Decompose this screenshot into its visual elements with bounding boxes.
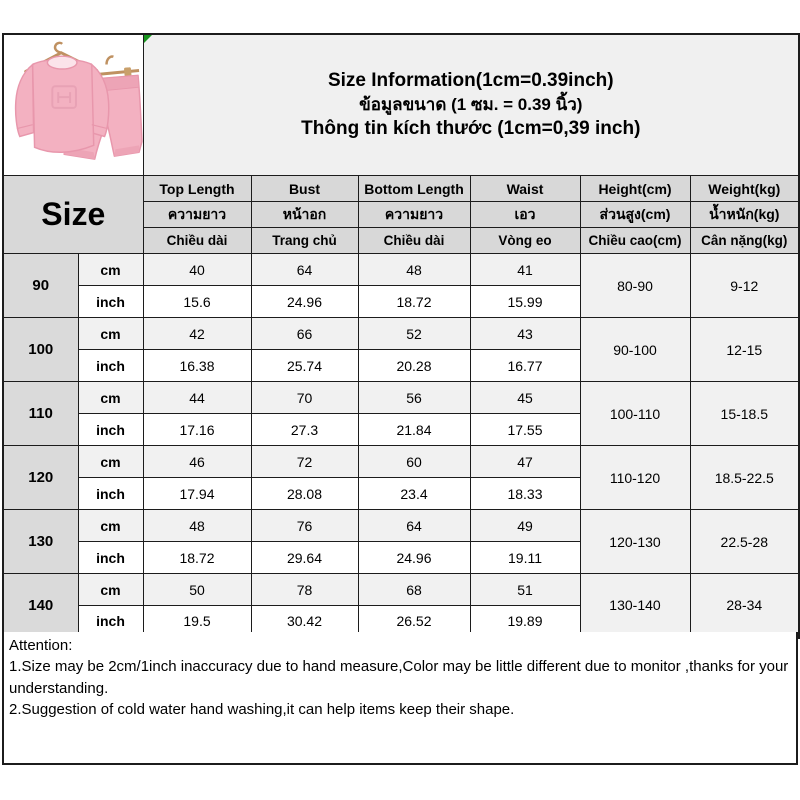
size-cell: 110 [3,382,78,446]
measure-cell: 19.5 [143,606,251,638]
header-bust-vi: Trang chủ [251,228,358,254]
measure-cell: 64 [251,254,358,286]
measure-cell: 15.99 [470,286,580,318]
measure-cell: 28.08 [251,478,358,510]
attention-heading: Attention: [9,637,73,654]
header-top-length-th: ความยาว [143,202,251,228]
unit-cell-cm: cm [78,318,143,350]
measure-cell: 17.94 [143,478,251,510]
weight-range-cell: 28-34 [690,574,799,638]
measure-cell: 23.4 [358,478,470,510]
height-range-cell: 90-100 [580,318,690,382]
measure-cell: 42 [143,318,251,350]
header-top-length-vi: Chiều dài [143,228,251,254]
weight-range-cell: 18.5-22.5 [690,446,799,510]
measure-cell: 56 [358,382,470,414]
unit-cell-inch: inch [78,286,143,318]
measure-cell: 51 [470,574,580,606]
measure-cell: 48 [358,254,470,286]
size-cell: 100 [3,318,78,382]
header-top-length-en: Top Length [143,176,251,202]
product-image [4,35,143,170]
measure-cell: 24.96 [358,542,470,574]
header-height-th: ส่วนสูง(cm) [580,202,690,228]
measure-cell: 18.72 [143,542,251,574]
measure-cell: 52 [358,318,470,350]
measure-cell: 24.96 [251,286,358,318]
unit-cell-cm: cm [78,382,143,414]
measure-cell: 44 [143,382,251,414]
header-height-vi: Chiều cao(cm) [580,228,690,254]
measure-cell: 66 [251,318,358,350]
unit-cell-inch: inch [78,542,143,574]
height-range-cell: 130-140 [580,574,690,638]
measure-cell: 78 [251,574,358,606]
size-label: Size [3,176,143,254]
title-thai: ข้อมูลขนาด (1 ซม. = 0.39 นิ้ว) [359,94,583,114]
header-waist-vi: Vòng eo [470,228,580,254]
size-cell: 120 [3,446,78,510]
unit-cell-inch: inch [78,478,143,510]
attention-line-1: 1.Size may be 2cm/1inch inaccuracy due to hand measure,Color may be little different due to monitor ,thanks for your understanding. [9,658,789,697]
header-bust-en: Bust [251,176,358,202]
height-range-cell: 110-120 [580,446,690,510]
measure-cell: 26.52 [358,606,470,638]
unit-cell-inch: inch [78,414,143,446]
header-waist-en: Waist [470,176,580,202]
header-bottom-length-en: Bottom Length [358,176,470,202]
measure-cell: 76 [251,510,358,542]
title-english: Size Information(1cm=0.39inch) [327,69,614,91]
measure-cell: 27.3 [251,414,358,446]
measure-cell: 60 [358,446,470,478]
unit-cell-inch: inch [78,350,143,382]
measure-cell: 30.42 [251,606,358,638]
cell-flag-icon [144,35,152,43]
height-range-cell: 120-130 [580,510,690,574]
header-bust-th: หน้าอก [251,202,358,228]
unit-cell-cm: cm [78,446,143,478]
header-height-en: Height(cm) [580,176,690,202]
weight-range-cell: 15-18.5 [690,382,799,446]
measure-cell: 40 [143,254,251,286]
measure-cell: 19.89 [470,606,580,638]
height-range-cell: 100-110 [580,382,690,446]
attention-note [2,632,798,765]
measure-cell: 17.55 [470,414,580,446]
measure-cell: 70 [251,382,358,414]
unit-cell-inch: inch [78,606,143,638]
size-cell: 90 [3,254,78,318]
size-cell: 140 [3,574,78,638]
measure-cell: 19.11 [470,542,580,574]
weight-range-cell: 22.5-28 [690,510,799,574]
unit-cell-cm: cm [78,574,143,606]
measure-cell: 47 [470,446,580,478]
size-table [2,33,800,639]
header-waist-th: เอว [470,202,580,228]
measure-cell: 46 [143,446,251,478]
weight-range-cell: 12-15 [690,318,799,382]
height-range-cell: 80-90 [580,254,690,318]
product-image-cell [3,34,143,176]
measure-cell: 21.84 [358,414,470,446]
weight-range-cell: 9-12 [690,254,799,318]
unit-cell-cm: cm [78,510,143,542]
measure-cell: 20.28 [358,350,470,382]
measure-cell: 72 [251,446,358,478]
header-bottom-length-vi: Chiều dài [358,228,470,254]
header-weight-vi: Cân nặng(kg) [690,228,799,254]
measure-cell: 41 [470,254,580,286]
measure-cell: 45 [470,382,580,414]
attention-line-2: 2.Suggestion of cold water hand washing,it can help items keep their shape. [9,700,515,718]
measure-cell: 15.6 [143,286,251,318]
measure-cell: 16.77 [470,350,580,382]
header-bottom-length-th: ความยาว [358,202,470,228]
measure-cell: 43 [470,318,580,350]
measure-cell: 16.38 [143,350,251,382]
measure-cell: 49 [470,510,580,542]
measure-cell: 64 [358,510,470,542]
measure-cell: 48 [143,510,251,542]
unit-cell-cm: cm [78,254,143,286]
header-weight-en: Weight(kg) [690,176,799,202]
measure-cell: 17.16 [143,414,251,446]
measure-cell: 68 [358,574,470,606]
measure-cell: 50 [143,574,251,606]
measure-cell: 25.74 [251,350,358,382]
measure-cell: 29.64 [251,542,358,574]
title-vietnamese: Thông tin kích thước (1cm=0,39 inch) [301,118,641,140]
measure-cell: 18.72 [358,286,470,318]
measure-cell: 18.33 [470,478,580,510]
size-cell: 130 [3,510,78,574]
title-cell [143,34,799,176]
header-weight-th: น้ำหนัก(kg) [690,202,799,228]
